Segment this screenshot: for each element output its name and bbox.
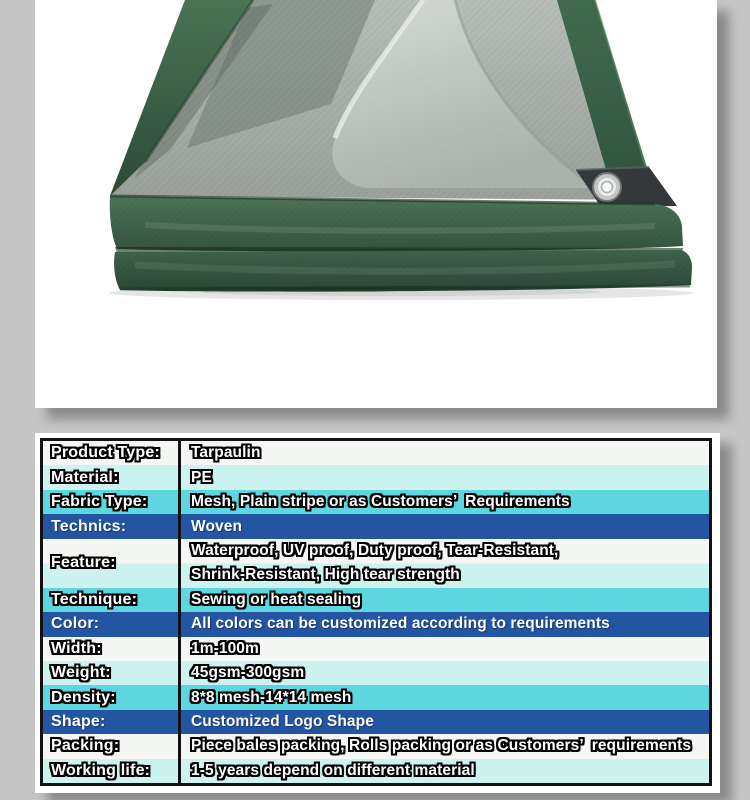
spec-row-weight	[43, 661, 709, 685]
spec-row-fabric-type	[43, 490, 709, 514]
spec-table	[40, 438, 712, 786]
spec-row-technics	[43, 514, 709, 538]
spec-table-card	[35, 433, 720, 793]
spec-value: Piece bales packing, Rolls packing or as Customers’ requirements	[191, 737, 692, 755]
spec-label: Color:	[43, 612, 181, 636]
spec-value: Customized Logo Shape	[191, 713, 374, 731]
spec-value: 8*8 mesh-14*14 mesh	[191, 688, 352, 706]
spec-label: Technics:	[43, 514, 181, 538]
product-photo-card	[35, 0, 717, 408]
spec-label: Width:	[43, 637, 181, 661]
spec-row-product-type	[43, 441, 709, 465]
spec-value: 1m-100m	[191, 639, 259, 657]
spec-label: Shape:	[43, 710, 181, 734]
spec-row-feature	[43, 539, 709, 588]
spec-value: Sewing or heat sealing	[191, 590, 362, 608]
spec-label: Weight:	[43, 661, 181, 685]
spec-row-working-life	[43, 759, 709, 783]
spec-row-density	[43, 685, 709, 709]
spec-label: Fabric Type:	[43, 490, 181, 514]
spec-label: Working life:	[43, 759, 181, 783]
spec-value: PE	[191, 468, 212, 486]
spec-row-technique	[43, 588, 709, 612]
spec-label: Material:	[43, 465, 181, 489]
spec-row-shape	[43, 710, 709, 734]
spec-value: All colors can be customized according to requirements	[191, 615, 610, 633]
spec-value-line: Waterproof, UV proof, Duty proof, Tear-Resistant,	[191, 541, 559, 559]
spec-value: 1-5 years depend on different material	[191, 761, 475, 779]
spec-value-line: Shrink-Resistant, High tear strength	[191, 566, 460, 584]
spec-value: Woven	[191, 517, 243, 535]
spec-row-packing	[43, 734, 709, 758]
spec-value	[181, 539, 709, 588]
spec-value: Tarpaulin	[191, 444, 261, 462]
spec-row-color	[43, 612, 709, 636]
spec-label: Feature:	[43, 539, 181, 588]
spec-value: 45gsm-300gsm	[191, 664, 305, 682]
spec-value: Mesh, Plain stripe or as Customers’ Requirements	[191, 493, 570, 511]
spec-label: Packing:	[43, 734, 181, 758]
spec-row-width	[43, 637, 709, 661]
spec-label: Product Type:	[43, 441, 181, 465]
tarpaulin-photo-illustration	[35, 0, 717, 408]
spec-label: Technique:	[43, 588, 181, 612]
spec-row-material	[43, 465, 709, 489]
spec-label: Density:	[43, 685, 181, 709]
